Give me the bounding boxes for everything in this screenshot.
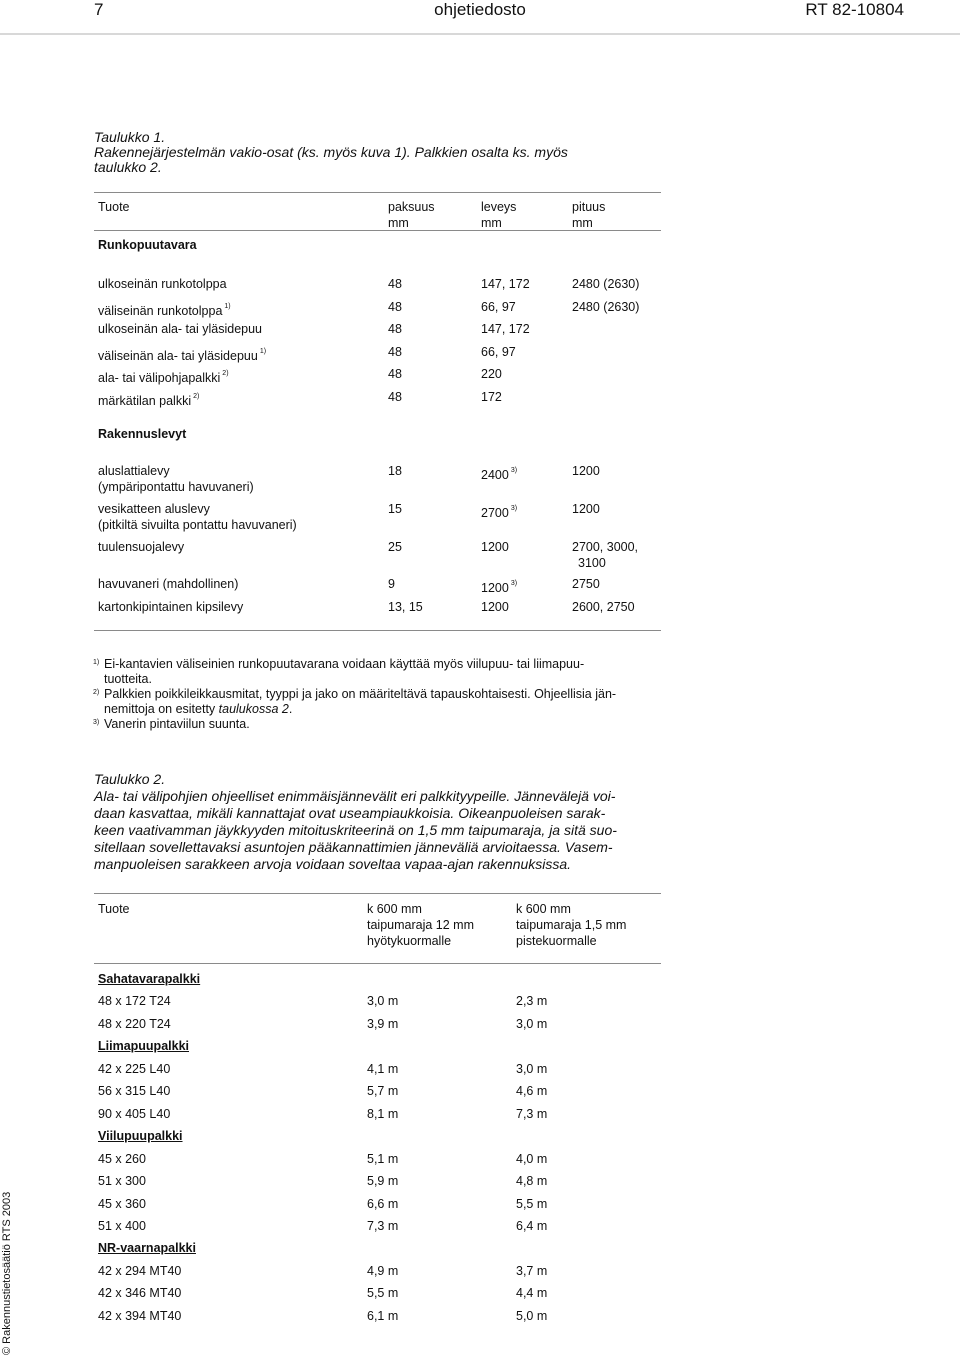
table1-board-width — [481, 600, 509, 614]
table1-top-rule — [94, 192, 661, 193]
table1-board-width-text: 1200 — [481, 540, 509, 554]
table1-col-length: pituus — [572, 200, 606, 214]
table2-caption-line: daan kasvattaa, mikäli kannattajat ovat useampiaukkoisia. Oikeanpuoleisen sarak- — [94, 805, 606, 821]
table1-board-length-cont: 3100 — [578, 556, 606, 570]
table1-bottom-rule — [94, 630, 661, 631]
table1-section-runkopuutavara: Runkopuutavara — [98, 238, 197, 252]
table1-row-thickness: 48 — [388, 389, 402, 404]
table2-row-span-b: 3,0 m — [516, 1016, 548, 1031]
footnote-1-line1: Ei-kantavien väliseinien runkopuutavarana voidaan käyttää myös viilupuu- tai liimapuu- — [104, 657, 585, 671]
document-category: ohjetiedosto — [434, 0, 526, 19]
footnote-2-mark: 2) — [93, 689, 100, 696]
footnote-2-line2-end: . — [288, 702, 293, 716]
footnote-2-line1: Palkkien poikkileikkausmitat, tyyppi ja jako on määriteltävä tapauskohtaisesti. Ohjeellisia jän- — [104, 687, 617, 701]
footnote-ref: 2) — [222, 370, 229, 377]
table2-top-rule — [94, 893, 661, 894]
table1-row-name-text: ala- tai välipohjapalkki — [98, 371, 221, 385]
table1-col-thickness-unit: mm — [388, 216, 409, 230]
table1-section-rakennuslevyt: Rakennuslevyt — [98, 427, 187, 441]
table2-col-a-line3: hyötykuormalle — [367, 934, 452, 948]
table1-row-name-text: märkätilan palkki — [98, 393, 192, 408]
table1-row-thickness: 48 — [388, 299, 402, 314]
table1-board-length: 2700, 3000, — [572, 540, 639, 554]
table2-row-name: 48 x 172 T24 — [98, 994, 171, 1009]
table1-row-name — [98, 277, 227, 291]
table1-row-name-text: väliseinän runkotolppa — [98, 303, 223, 318]
table1-board-subtitle: (ympäripontattu havuvaneri) — [98, 480, 254, 494]
table1-board-name: vesikatteen aluslevy — [98, 502, 210, 516]
table2-row-name: 42 x 294 MT40 — [98, 1263, 182, 1278]
table1-board-subtitle: (pitkiltä sivuilta pontattu havuvaneri) — [98, 518, 297, 532]
table1-row-width: 66, 97 — [481, 299, 516, 314]
table1-board-name: kartonkipintainen kipsilevy — [98, 600, 244, 614]
footnote-ref: 3) — [510, 467, 518, 474]
table1-row-length: 2480 (2630) — [572, 277, 640, 291]
page-header — [0, 0, 960, 21]
table1-row-name — [98, 345, 266, 363]
table1-row-width: 66, 97 — [481, 344, 516, 359]
table2-row-span-a: 5,9 m — [367, 1174, 399, 1189]
table1-row-name — [98, 390, 199, 408]
footnote-ref: 3) — [510, 580, 518, 587]
table1-row-thickness: 48 — [388, 344, 402, 359]
table2-row-span-a: 7,3 m — [367, 1218, 399, 1233]
copyright-notice: © Rakennustietosäätiö RTS 2003 — [1, 1191, 13, 1355]
table2-row-span-b: 3,7 m — [516, 1263, 548, 1278]
table2-caption-line: sitellaan sovellettavaksi asuntojen pääkannattimien jänneväliä arvioitaessa. Vasem- — [94, 839, 613, 855]
table1-board-width — [481, 577, 517, 595]
table1-row-width: 147, 172 — [481, 322, 530, 336]
table1-row-thickness: 48 — [388, 322, 402, 336]
table1-row-name — [98, 300, 231, 318]
table1-col-width-unit: mm — [481, 216, 502, 230]
footnote-ref: 3) — [510, 505, 518, 512]
table2-caption-line: manpuoleisen sarakkeen arvoja voidaan soveltaa vapaa-ajan rakennuksissa. — [94, 856, 572, 872]
table2-row-name: 42 x 394 MT40 — [98, 1308, 182, 1323]
table1-row-width: 147, 172 — [481, 277, 530, 291]
table2-row-span-a: 6,1 m — [367, 1308, 399, 1323]
table1-caption-line2: taulukko 2. — [94, 159, 162, 175]
table2-row-span-b: 6,4 m — [516, 1218, 548, 1233]
table1-board-width-text: 2700 — [481, 506, 509, 520]
footnote-1 — [93, 657, 664, 687]
table2-group-title: NR-vaarnapalkki — [98, 1241, 196, 1256]
table1-row-name — [98, 367, 229, 385]
table1-board-thickness: 25 — [388, 540, 402, 554]
table1-col-width: leveys — [481, 200, 517, 214]
table1-board-length: 2600, 2750 — [572, 600, 635, 614]
table2-col-b-line1: k 600 mm — [516, 902, 571, 916]
table1-col-thickness: paksuus — [388, 200, 435, 214]
table2-caption — [94, 771, 617, 873]
footnote-2-line2-ref: taulukossa 2 — [218, 702, 289, 716]
table1-board-thickness: 15 — [388, 502, 402, 516]
footnote-ref: 1) — [224, 302, 231, 310]
footnote-1-mark: 1) — [93, 659, 100, 666]
table2-row-span-a: 5,1 m — [367, 1151, 399, 1166]
footnote-ref: 2) — [193, 392, 200, 400]
table1-board-width — [481, 540, 509, 554]
table1-row-name-text: väliseinän ala- tai yläsidepuu — [98, 348, 258, 363]
footnote-3-line1: Vanerin pintaviilun suunta. — [104, 717, 250, 731]
table1-row-name-text: ulkoseinän runkotolppa — [98, 277, 227, 291]
footnote-2-line2-text: nemittoja on esitetty — [104, 702, 219, 716]
table2-row-span-b: 7,3 m — [516, 1106, 548, 1121]
table1-board-thickness: 9 — [388, 577, 395, 591]
table2-row-span-b: 2,3 m — [516, 994, 548, 1009]
table1-caption — [94, 130, 568, 175]
footnote-3-mark: 3) — [93, 719, 100, 726]
table2-row-name: 42 x 346 MT40 — [98, 1286, 182, 1301]
footnote-1-line2: tuotteita. — [104, 672, 152, 686]
table1-board-length: 1200 — [572, 464, 600, 478]
table2-row-span-b: 5,5 m — [516, 1196, 548, 1211]
table2-row-name: 90 x 405 L40 — [98, 1106, 171, 1121]
table1-board-thickness: 13, 15 — [388, 600, 423, 614]
table2-row-name: 51 x 300 — [98, 1174, 146, 1189]
table2-header-rule — [94, 963, 661, 964]
table2-col-a-line1: k 600 mm — [367, 902, 422, 916]
table1-col-product: Tuote — [98, 200, 130, 214]
table2-row-name: 42 x 225 L40 — [98, 1061, 171, 1076]
footnote-3 — [93, 717, 664, 732]
table1-row-length: 2480 (2630) — [572, 299, 640, 314]
table2-row-name: 51 x 400 — [98, 1218, 146, 1233]
table1-board-name: aluslattialevy — [98, 464, 170, 478]
table1-board-width-text: 1200 — [481, 600, 509, 614]
table2-row-span-a: 3,0 m — [367, 994, 399, 1009]
table1-board-name: havuvaneri (mahdollinen) — [98, 577, 239, 591]
table2-row-span-b: 5,0 m — [516, 1308, 548, 1323]
table1-col-length-unit: mm — [572, 216, 593, 230]
table1-caption-line1: Rakennejärjestelmän vakio-osat (ks. myös kuva 1). Palkkien osalta ks. myös — [94, 144, 568, 160]
footnote-2-line2 — [104, 702, 664, 717]
table2-group-title: Sahatavarapalkki — [98, 972, 201, 986]
table2-row-span-b: 3,0 m — [516, 1061, 548, 1076]
table2-row-span-a: 4,1 m — [367, 1061, 399, 1076]
header-divider — [0, 33, 960, 35]
table2-row-span-b: 4,6 m — [516, 1084, 548, 1099]
table2-col-b-line3: pistekuormalle — [516, 934, 597, 948]
table2-col-b-line2: taipumaraja 1,5 mm — [516, 918, 627, 932]
table1-row-thickness: 48 — [388, 277, 402, 291]
table1-board-length: 1200 — [572, 502, 600, 516]
table2-group-title: Viilupuupalkki — [98, 1129, 183, 1144]
table2-row-span-b: 4,8 m — [516, 1174, 548, 1189]
table1-row-name — [98, 322, 262, 336]
table2-row-span-a: 8,1 m — [367, 1106, 399, 1121]
table2-row-span-a: 4,9 m — [367, 1263, 399, 1278]
table2-caption-line: keen vaativamman jäykkyyden mitoituskriteerinä on 1,5 mm taipumaraja, ja sitä suo- — [94, 822, 617, 838]
table1-row-thickness: 48 — [388, 367, 402, 381]
table2-row-name: 45 x 260 — [98, 1151, 146, 1166]
table1-header-rule — [94, 230, 661, 231]
table1-row-width: 220 — [481, 367, 502, 381]
table1-board-width — [481, 502, 517, 520]
table1-board-width — [481, 464, 517, 482]
table2-row-name: 56 x 315 L40 — [98, 1084, 171, 1099]
table2-col-a-line2: taipumaraja 12 mm — [367, 918, 474, 932]
table1-board-length: 2750 — [572, 577, 600, 591]
table2-row-span-a: 6,6 m — [367, 1196, 399, 1211]
page-number: 7 — [94, 0, 104, 19]
table2-caption-text — [94, 788, 617, 873]
table1-board-name: tuulensuojalevy — [98, 540, 185, 554]
table2-group-title: Liimapuupalkki — [98, 1039, 189, 1054]
table1-board-width-text: 1200 — [481, 581, 509, 595]
document-code: RT 82-10804 — [805, 0, 904, 19]
table2-row-span-b: 4,0 m — [516, 1151, 548, 1166]
table1-board-thickness: 18 — [388, 464, 402, 478]
table1-board-width-text: 2400 — [481, 468, 509, 482]
table2-row-span-b: 4,4 m — [516, 1286, 548, 1301]
table1-caption-label: Taulukko 1. — [94, 129, 166, 145]
table2-col-product: Tuote — [98, 902, 130, 916]
table1-row-name-text: ulkoseinän ala- tai yläsidepuu — [98, 322, 262, 336]
footnote-ref: 1) — [259, 347, 267, 355]
table2-caption-label: Taulukko 2. — [94, 771, 166, 787]
table2-row-name: 48 x 220 T24 — [98, 1016, 171, 1031]
footnote-2 — [93, 687, 664, 717]
table2-row-name: 45 x 360 — [98, 1196, 146, 1211]
table1-row-width: 172 — [481, 389, 502, 404]
table2-row-span-a: 5,7 m — [367, 1084, 399, 1099]
table2-caption-line: Ala- tai välipohjien ohjeelliset enimmäisjännevälit eri palkkityypeille. Jännevälejä voi- — [94, 788, 616, 804]
table2-row-span-a: 5,5 m — [367, 1286, 399, 1301]
table2-row-span-a: 3,9 m — [367, 1016, 399, 1031]
